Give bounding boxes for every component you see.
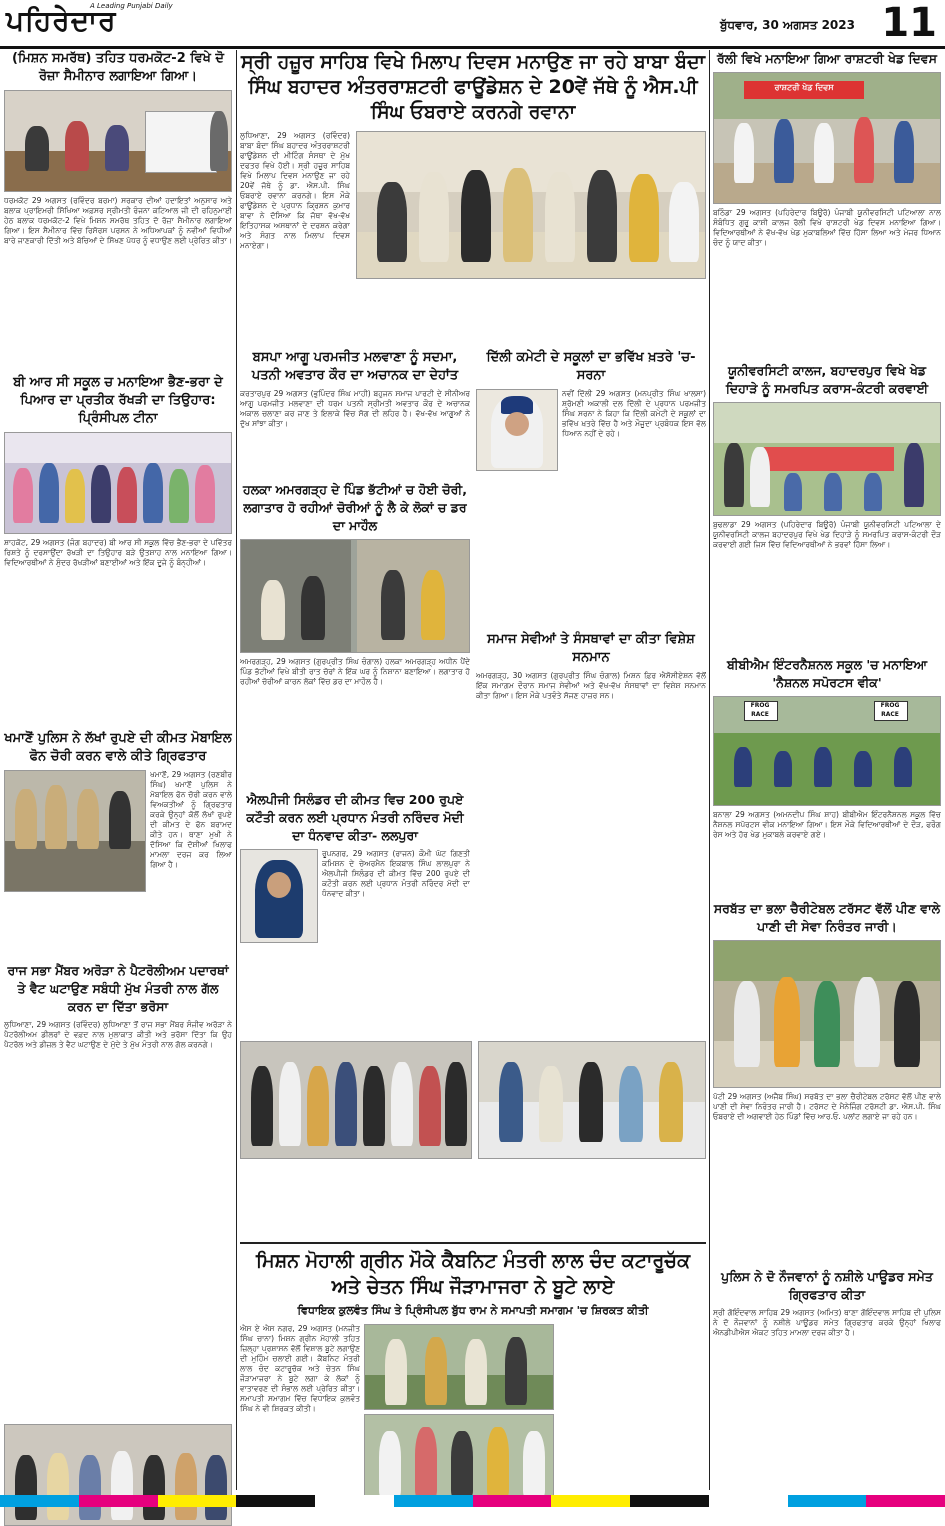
bottom-headline: ਮਿਸ਼ਨ ਮੋਹਾਲੀ ਗ੍ਰੀਨ ਮੌਕੇ ਕੈਬਨਿਟ ਮੰਤਰੀ ਲਾਲ ਚੰਦ ਕਟਾਰੂਚੱਕ ਅਤੇ ਚੇਤਨ ਸਿੰਘ ਜੌੜਾਮਾਜਰਾ ਨੇ ਬੂਟੇ ਲਾਏ [255,1250,691,1298]
article-headline: ਦਿੱਲੀ ਕਮੇਟੀ ਦੇ ਸਕੂਲਾਂ ਦਾ ਭਵਿੱਖ ਖ਼ਤਰੇ 'ਚ- ਸਰਨਾ [486,350,696,383]
issue-date: ਬੁੱਧਵਾਰ, 30 ਅਗਸਤ 2023 [720,18,855,32]
article-headline: ਯੂਨੀਵਰਸਿਟੀ ਕਾਲਜ, ਬਹਾਦਰਪੁਰ ਵਿਖੇ ਖੇਡ ਦਿਹਾੜੇ ਨੂੰ ਸਮਰਪਿਤ ਕਰਾਸ-ਕੰਟਰੀ ਕਰਵਾਈ [725,363,929,396]
lead-headline: ਸ੍ਰੀ ਹਜ਼ੂਰ ਸਾਹਿਬ ਵਿਖੇ ਮਿਲਾਪ ਦਿਵਸ ਮਨਾਉਣ ਜਾ ਰਹੇ ਬਾਬਾ ਬੰਦਾ ਸਿੰਘ ਬਹਾਦਰ ਅੰਤਰਰਾਸ਼ਟਰੀ ਫਾਊਂਡੇਸ਼ਨ ਦੇ 20ਵੇਂ ਜੱਥੇ ਨੂੰ ਐਸ.ਪੀ ਸਿੰਘ ਓਬਰਾਏ ਕਰਨਗੇ ਰਵਾਨਾ [241,51,705,123]
article-headline: ਖਮਾਣੋਂ ਪੁਲਿਸ ਨੇ ਲੱਖਾਂ ਰੁਪਏ ਦੀ ਕੀਮਤ ਮੋਬਾਇਲ ਫੋਨ ਚੋਰੀ ਕਰਨ ਵਾਲੇ ਕੀਤੇ ਗ੍ਰਿਫਤਾਰ [4,731,232,764]
article-body-continued [476,475,706,625]
article-photo [364,1324,554,1410]
article-photo [240,539,470,653]
article-photo [713,940,941,1088]
page-number: 11 [881,0,937,46]
newspaper-logo: ਪਹਿਰੇਦਾਰ [6,4,117,37]
article-headline: ਹਲਕਾ ਅਮਰਗੜ੍ਹ ਦੇ ਪਿੰਡ ਭੱਟੀਆਂ ਚ ਹੋਈ ਚੋਰੀ, ਲਗਾਤਾਰ ਹੋ ਰਹੀਆਂ ਚੋਰੀਆਂ ਨੂੰ ਲੈ ਕੇ ਲੋਕਾਂ ਚ ਡਰ ਦਾ ਮਾਹੌਲ [243,482,467,533]
article-photo [478,1041,706,1159]
lead-article-body: ਲੁਧਿਆਣਾ, 29 ਅਗਸਤ (ਰਵਿੰਦਰ) ਬਾਬਾ ਬੰਦਾ ਸਿੰਘ ਬਹਾਦਰ ਅੰਤਰਰਾਸ਼ਟਰੀ ਫਾਊਂਡੇਸ਼ਨ ਦੀ ਮੀਟਿੰਗ ਸੰਸਥਾ ਦੇ ਮੁੱਖ ਦਫਤਰ ਵਿਖੇ ਹੋਈ। ਸ੍ਰੀ ਹਜ਼ੂਰ ਸਾਹਿਬ ਵਿਖੇ ਮਿਲਾਪ ਦਿਵਸ ਮਨਾਉਣ ਜਾ ਰਹੇ 20ਵੇਂ ਜੱਥੇ ਨੂੰ ਡਾ. ਐਸ.ਪੀ. ਸਿੰਘ ਓਬਰਾਏ ਰਵਾਨਾ ਕਰਨਗੇ। ਇਸ ਮੌਕੇ ਫਾਊਂਡੇਸ਼ਨ ਦੇ ਪ੍ਰਧਾਨ ਕ੍ਰਿਸ਼ਨ ਕੁਮਾਰ ਬਾਵਾ ਨੇ ਦੱਸਿਆ ਕਿ ਜੱਥਾ ਵੱਖ-ਵੱਖ ਇਤਿਹਾਸਕ ਅਸਥਾਨਾਂ ਦੇ ਦਰਸ਼ਨ ਕਰੇਗਾ ਅਤੇ ਸੰਗਤ ਨਾਲ ਮਿਲਾਪ ਦਿਵਸ ਮਨਾਏਗਾ। [240,131,350,250]
column-divider [236,50,237,1490]
newspaper-tagline: A Leading Punjabi Daily [90,2,173,10]
article-photo [4,90,232,192]
article-body: ਅਮਰਗੜ੍ਹ, 29 ਅਗਸਤ (ਗੁਰਪ੍ਰੀਤ ਸਿੰਘ ਚੰਗਾਲ) ਹਲਕਾ ਅਮਰਗੜ੍ਹ ਅਧੀਨ ਪੈਂਦੇ ਪਿੰਡ ਭੱਟੀਆਂ ਵਿਖੇ ਬੀਤੀ ਰਾਤ ਚੋਰਾਂ ਨੇ ਇੱਕ ਘਰ ਨੂੰ ਨਿਸ਼ਾਨਾ ਬਣਾਇਆ। ਲਗਾਤਾਰ ਹੋ ਰਹੀਆਂ ਚੋਰੀਆਂ ਕਾਰਨ ਲੋਕਾਂ ਵਿੱਚ ਡਰ ਦਾ ਮਾਹੌਲ ਹੈ। [240,657,470,686]
frog-race-sign: FROG RACE [750,702,770,718]
bottom-subheadline: ਵਿਧਾਇਕ ਕੁਲਵੰਤ ਸਿੰਘ ਤੇ ਪ੍ਰਿੰਸੀਪਲ ਬੁੱਧ ਰਾਮ ਨੇ ਸਮਾਪਤੀ ਸਮਾਗਮ 'ਚ ਸ਼ਿਰਕਤ ਕੀਤੀ [297,1304,649,1317]
article-headline: ਰਾਜ ਸਭਾ ਮੈਂਬਰ ਅਰੋੜਾ ਨੇ ਪੈਟਰੋਲੀਅਮ ਪਦਾਰਥਾਂ ਤੇ ਵੈਟ ਘਟਾਉਣ ਸਬੰਧੀ ਮੁੱਖ ਮੰਤਰੀ ਨਾਲ ਗੱਲ ਕਰਨ ਦਾ ਦਿੱਤਾ ਭਰੋਸਾ [7,963,229,1014]
article-body: ਬਠਿੰਡਾ 29 ਅਗਸਤ (ਪਹਿਰੇਦਾਰ ਬਿਊਰੋ) ਪੰਜਾਬੀ ਯੂਨੀਵਰਸਿਟੀ ਪਟਿਆਲਾ ਨਾਲ ਸੰਬੰਧਿਤ ਗੁਰੂ ਕਾਸ਼ੀ ਕਾਲਜ ਰੱਲੀ ਵਿਖੇ ਰਾਸ਼ਟਰੀ ਖੇਡ ਦਿਵਸ ਮਨਾਇਆ ਗਿਆ। ਵਿਦਿਆਰਥੀਆਂ ਨੇ ਵੱਖ-ਵੱਖ ਖੇਡ ਮੁਕਾਬਲਿਆਂ ਵਿੱਚ ਹਿੱਸਾ ਲਿਆ ਅਤੇ ਮੇਜਰ ਧਿਆਨ ਚੰਦ ਨੂੰ ਯਾਦ ਕੀਤਾ। [713,208,941,247]
center-column [240,50,706,1159]
article-body: ਧਰਮਕੋਟ 29 ਅਗਸਤ (ਰਵਿੰਦਰ ਬਰਮਾ) ਸਰਕਾਰ ਦੀਆਂ ਹਦਾਇਤਾਂ ਅਨੁਸਾਰ ਅਤੇ ਬਲਾਕ ਪ੍ਰਾਇਮਰੀ ਸਿੱਖਿਆ ਅਫ਼ਸਰ ਸ੍ਰੀਮਤੀ ਰੰਜਨਾ ਕਟਿਆਲ ਜੀ ਦੀ ਰਹਿਨੁਮਾਈ ਹੇਠ ਬਲਾਕ ਧਰਮਕੋਟ-2 ਵਿਖੇ ਮਿਸ਼ਨ ਸਮਰੱਥ ਤਹਿਤ ਦੋ ਰੋਜ਼ਾ ਸੈਮੀਨਾਰ ਲਗਾਇਆ ਗਿਆ। ਇਸ ਸੈਮੀਨਾਰ ਵਿੱਚ ਰਿਸੋਰਸ ਪਰਸਨ ਨੇ ਅਧਿਆਪਕਾਂ ਨੂੰ ਨਵੀਆਂ ਵਿਧੀਆਂ ਬਾਰੇ ਜਾਣਕਾਰੀ ਦਿੱਤੀ ਅਤੇ ਬੱਚਿਆਂ ਦੇ ਸਿੱਖਣ ਪੱਧਰ ਨੂੰ ਵਧਾਉਣ ਲਈ ਪ੍ਰੇਰਿਤ ਕੀਤਾ। [4,196,232,245]
article-photo [240,1041,472,1159]
article-headline: ਸਰਬੱਤ ਦਾ ਭਲਾ ਚੈਰੀਟੇਬਲ ਟਰੱਸਟ ਵੱਲੋਂ ਪੀਣ ਵਾਲੇ ਪਾਣੀ ਦੀ ਸੇਵਾ ਨਿਰੰਤਰ ਜਾਰੀ। [713,901,941,934]
article-body-continued [4,896,232,956]
article-body: ਪੱਟੀ 29 ਅਗਸਤ (ਅਜੈਬ ਸਿੰਘ) ਸਰਬੱਤ ਦਾ ਭਲਾ ਚੈਰੀਟੇਬਲ ਟਰੱਸਟ ਵੱਲੋਂ ਪੀਣ ਵਾਲੇ ਪਾਣੀ ਦੀ ਸੇਵਾ ਨਿਰੰਤਰ ਜਾਰੀ ਹੈ। ਟਰੱਸਟ ਦੇ ਮੈਨੇਜਿੰਗ ਟਰੱਸਟੀ ਡਾ. ਐਸ.ਪੀ. ਸਿੰਘ ਓਬਰਾਏ ਦੀ ਅਗਵਾਈ ਹੇਠ ਪਿੰਡਾਂ ਵਿੱਚ ਆਰ.ਓ. ਪਲਾਂਟ ਲਗਾਏ ਜਾ ਰਹੇ ਹਨ। [713,1092,941,1121]
article-body: ਲੁਧਿਆਣਾ, 29 ਅਗਸਤ (ਰਵਿੰਦਰ) ਲੁਧਿਆਣਾ ਤੋਂ ਰਾਜ ਸਭਾ ਮੈਂਬਰ ਸੰਜੀਵ ਅਰੋੜਾ ਨੇ ਪੈਟਰੋਲੀਅਮ ਡੀਲਰਾਂ ਦੇ ਵਫ਼ਦ ਨਾਲ ਮੁਲਾਕਾਤ ਕੀਤੀ ਅਤੇ ਭਰੋਸਾ ਦਿੱਤਾ ਕਿ ਉਹ ਪੈਟਰੋਲ ਅਤੇ ਡੀਜ਼ਲ ਤੇ ਵੈਟ ਘਟਾਉਣ ਦੇ ਮੁੱਦੇ ਤੇ ਮੁੱਖ ਮੰਤਰੀ ਨਾਲ ਗੱਲ ਕਰਨਗੇ। [4,1020,232,1049]
portrait-photo [476,389,558,471]
article-body-continued [558,1324,704,1496]
portrait-photo [240,849,318,943]
article-body: ਖਮਾਣੋਂ, 29 ਅਗਸਤ (ਰਣਬੀਰ ਸਿੰਘ) ਖਮਾਣੋਂ ਪੁਲਿਸ ਨੇ ਮੋਬਾਇਲ ਫੋਨ ਚੋਰੀ ਕਰਨ ਵਾਲੇ ਵਿਅਕਤੀਆਂ ਨੂੰ ਗ੍ਰਿਫਤਾਰ ਕਰਕੇ ਉਨ੍ਹਾਂ ਕੋਲੋਂ ਲੱਖਾਂ ਰੁਪਏ ਦੀ ਕੀਮਤ ਦੇ ਫੋਨ ਬਰਾਮਦ ਕੀਤੇ ਹਨ। ਥਾਣਾ ਮੁਖੀ ਨੇ ਦੱਸਿਆ ਕਿ ਦੋਸ਼ੀਆਂ ਖਿਲਾਫ ਮਾਮਲਾ ਦਰਜ ਕਰ ਲਿਆ ਗਿਆ ਹੈ। [150,770,232,869]
article-photo [364,1414,554,1500]
article-body: ਕਰਤਾਰਪੁਰ 29 ਅਗਸਤ (ਭੁਪਿੰਦਰ ਸਿੰਘ ਮਾਹੀ) ਬਹੁਜਨ ਸਮਾਜ ਪਾਰਟੀ ਦੇ ਸੀਨੀਅਰ ਆਗੂ ਪਰਮਜੀਤ ਮਲਵਾਣਾ ਦੀ ਧਰਮ ਪਤਨੀ ਸ੍ਰੀਮਤੀ ਅਵਤਾਰ ਕੌਰ ਦੇ ਅਚਾਨਕ ਅਕਾਲ ਚਲਾਣਾ ਕਰ ਜਾਣ ਤੇ ਇਲਾਕੇ ਵਿੱਚ ਸੋਗ ਦੀ ਲਹਿਰ ਹੈ। ਵੱਖ-ਵੱਖ ਆਗੂਆਂ ਨੇ ਦੁੱਖ ਸਾਂਝਾ ਕੀਤਾ। [240,389,470,428]
article-headline: ਬਸਪਾ ਆਗੂ ਪਰਮਜੀਤ ਮਲਵਾਣਾ ਨੂੰ ਸਦਮਾ, ਪਤਨੀ ਅਵਤਾਰ ਕੌਰ ਦਾ ਅਚਾਨਕ ਦਾ ਦੇਹਾਂਤ [251,350,459,383]
bottom-story [240,1248,706,1500]
center-left-subcolumn [240,349,470,1037]
article-photo [4,770,146,892]
article-headline: ਐਲਪੀਜੀ ਸਿਲੰਡਰ ਦੀ ਕੀਮਤ ਵਿਚ 200 ਰੁਪਏ ਕਟੌਤੀ ਕਰਨ ਲਈ ਪ੍ਰਧਾਨ ਮੰਤਰੀ ਨਰਿੰਦਰ ਮੋਦੀ ਦਾ ਧੰਨਵਾਦ ਕੀਤਾ- ਲਲਪੁਰਾ [246,792,464,843]
article-headline: ਰੱਲੀ ਵਿਖੇ ਮਨਾਇਆ ਗਿਆ ਰਾਸ਼ਟਰੀ ਖੇਡ ਦਿਵਸ [717,51,937,66]
lead-photo [356,131,706,279]
right-column [713,50,941,1418]
masthead [0,0,945,49]
article-body: ਰੂਪਨਗਰ, 29 ਅਗਸਤ (ਰਾਜਨ) ਕੌਮੀ ਘੱਟ ਗਿਣਤੀ ਕਮਿਸ਼ਨ ਦੇ ਚੇਅਰਮੈਨ ਇਕਬਾਲ ਸਿੰਘ ਲਾਲਪੁਰਾ ਨੇ ਐਲਪੀਜੀ ਸਿਲੰਡਰ ਦੀ ਕੀਮਤ ਵਿੱਚ 200 ਰੁਪਏ ਦੀ ਕਟੌਤੀ ਕਰਨ ਲਈ ਪ੍ਰਧਾਨ ਮੰਤਰੀ ਨਰਿੰਦਰ ਮੋਦੀ ਦਾ ਧੰਨਵਾਦ ਕੀਤਾ। [322,849,470,898]
article-headline: ਪੁਲਿਸ ਨੇ ਦੋ ਨੌਜਵਾਨਾਂ ਨੂੰ ਨਸ਼ੀਲੇ ਪਾਊਡਰ ਸਮੇਤ ਗ੍ਰਿਫਤਾਰ ਕੀਤਾ [721,1269,933,1302]
section-divider [240,1242,706,1244]
article-body: ਐਸ ਏ ਐਸ ਨਗਰ, 29 ਅਗਸਤ (ਮਨਜੀਤ ਸਿੰਘ ਚਾਨਾ) ਮਿਸ਼ਨ ਗ੍ਰੀਨ ਮੋਹਾਲੀ ਤਹਿਤ ਜ਼ਿਲ੍ਹਾ ਪ੍ਰਸ਼ਾਸਨ ਵੱਲੋਂ ਵਿਸ਼ਾਲ ਬੂਟੇ ਲਗਾਉਣ ਦੀ ਮੁਹਿੰਮ ਚਲਾਈ ਗਈ। ਕੈਬਨਿਟ ਮੰਤਰੀ ਲਾਲ ਚੰਦ ਕਟਾਰੂਚੱਕ ਅਤੇ ਚੇਤਨ ਸਿੰਘ ਜੌੜਾਮਾਜਰਾ ਨੇ ਬੂਟੇ ਲਗਾ ਕੇ ਲੋਕਾਂ ਨੂੰ ਵਾਤਾਵਰਣ ਦੀ ਸੰਭਾਲ ਲਈ ਪ੍ਰੇਰਿਤ ਕੀਤਾ। ਸਮਾਪਤੀ ਸਮਾਗਮ ਵਿੱਚ ਵਿਧਾਇਕ ਕੁਲਵੰਤ ਸਿੰਘ ਨੇ ਵੀ ਸ਼ਿਰਕਤ ਕੀਤੀ। [240,1324,360,1413]
left-column [4,50,232,1526]
banner-sign: ਰਾਸ਼ਟਰੀ ਖੇਡ ਦਿਵਸ [774,83,834,92]
article-body: ਸ਼ਾਹਕੋਟ, 29 ਅਗਸਤ (ਜੰਗ ਬਹਾਦਰ) ਬੀ ਆਰ ਸੀ ਸਕੂਲ ਵਿੱਚ ਭੈਣ-ਭਰਾ ਦੇ ਪਵਿੱਤਰ ਰਿਸ਼ਤੇ ਨੂੰ ਦਰਸਾਉਂਦਾ ਰੱਖੜੀ ਦਾ ਤਿਉਹਾਰ ਬੜੇ ਉਤਸ਼ਾਹ ਨਾਲ ਮਨਾਇਆ ਗਿਆ। ਵਿਦਿਆਰਥੀਆਂ ਨੇ ਸੁੰਦਰ ਰੱਖੜੀਆਂ ਬਣਾਈਆਂ ਅਤੇ ਇੱਕ ਦੂਜੇ ਨੂੰ ਬੰਨ੍ਹੀਆਂ। [4,538,232,567]
article-headline: (ਮਿਸ਼ਨ ਸਮਰੱਥ) ਤਹਿਤ ਧਰਮਕੋਟ-2 ਵਿਖੇ ਦੋ ਰੋਜ਼ਾ ਸੈਮੀਨਾਰ ਲਗਾਇਆ ਗਿਆ। [12,51,224,84]
article-body: ਅਮਰਗੜ੍ਹ, 30 ਅਗਸਤ (ਗੁਰਪ੍ਰੀਤ ਸਿੰਘ ਚੰਗਾਲ) ਮਿਸ਼ਨ ਫ਼ਿਰ ਐਸੋਸੀਏਸ਼ਨ ਵੱਲੋਂ ਇੱਕ ਸਮਾਗਮ ਦੌਰਾਨ ਸਮਾਜ ਸੇਵੀਆਂ ਅਤੇ ਵੱਖ-ਵੱਖ ਸੰਸਥਾਵਾਂ ਦਾ ਵਿਸ਼ੇਸ਼ ਸਨਮਾਨ ਕੀਤਾ ਗਿਆ। ਇਸ ਮੌਕੇ ਪਤਵੰਤੇ ਸੱਜਣ ਹਾਜ਼ਰ ਸਨ। [476,671,706,700]
frog-race-sign: FROG RACE [880,702,900,718]
article-body: ਨਵੀਂ ਦਿੱਲੀ 29 ਅਗਸਤ (ਮਨਪ੍ਰੀਤ ਸਿੰਘ ਖਾਲਸਾ) ਸ਼੍ਰੋਮਣੀ ਅਕਾਲੀ ਦਲ ਦਿੱਲੀ ਦੇ ਪ੍ਰਧਾਨ ਪਰਮਜੀਤ ਸਿੰਘ ਸਰਨਾ ਨੇ ਕਿਹਾ ਕਿ ਦਿੱਲੀ ਕਮੇਟੀ ਦੇ ਸਕੂਲਾਂ ਦਾ ਭਵਿੱਖ ਖ਼ਤਰੇ ਵਿੱਚ ਹੈ ਅਤੇ ਮੌਜੂਦਾ ਪ੍ਰਬੰਧਕ ਇਸ ਵੱਲ ਧਿਆਨ ਨਹੀਂ ਦੇ ਰਹੇ। [562,389,706,438]
article-photo [4,1424,232,1526]
article-body-continued [240,947,470,1037]
article-headline: ਬੀ ਆਰ ਸੀ ਸਕੂਲ ਚ ਮਨਾਇਆ ਭੈਣ-ਭਰਾ ਦੇ ਪਿਆਰ ਦਾ ਪ੍ਰਤੀਕ ਰੱਖੜੀ ਦਾ ਤਿਉਹਾਰ: ਪ੍ਰਿੰਸੀਪਲ ਟੀਨਾ [13,375,223,426]
article-headline: ਸਮਾਜ ਸੇਵੀਆਂ ਤੇ ਸੰਸਥਾਵਾਂ ਦਾ ਕੀਤਾ ਵਿਸ਼ੇਸ਼ ਸਨਮਾਨ [487,632,695,665]
article-photo [713,72,941,204]
print-color-bar [0,1495,945,1507]
article-photo [713,402,941,516]
article-body: ਬਨਾਲਾ 29 ਅਗਸਤ (ਅਮਨਦੀਪ ਸਿੰਘ ਸ਼ਾਹ) ਬੀਬੀਐਮ ਇੰਟਰਨੈਸ਼ਨਲ ਸਕੂਲ ਵਿੱਚ ਨੈਸ਼ਨਲ ਸਪੋਰਟਸ ਵੀਕ ਮਨਾਇਆ ਗਿਆ। ਇਸ ਮੌਕੇ ਵਿਦਿਆਰਥੀਆਂ ਦੇ ਦੌੜ, ਫਰੌਗ ਰੇਸ ਅਤੇ ਹੋਰ ਖੇਡ ਮੁਕਾਬਲੇ ਕਰਵਾਏ ਗਏ। [713,810,941,839]
lead-article-continued [240,283,706,343]
article-headline: ਬੀਬੀਐਮ ਇੰਟਰਨੈਸ਼ਨਲ ਸਕੂਲ 'ਚ ਮਨਾਇਆ 'ਨੈਸ਼ਨਲ ਸਪੋਰਟਸ ਵੀਕ' [726,657,928,690]
column-divider [709,50,710,1490]
article-photo [713,696,941,806]
article-body: ਸ੍ਰੀ ਗੋਇੰਦਵਾਲ ਸਾਹਿਬ 29 ਅਗਸਤ (ਅਮਿਤ) ਥਾਣਾ ਗੋਇੰਦਵਾਲ ਸਾਹਿਬ ਦੀ ਪੁਲਿਸ ਨੇ ਦੋ ਨੌਜਵਾਨਾਂ ਨੂੰ ਨਸ਼ੀਲੇ ਪਾਊਡਰ ਸਮੇਤ ਗ੍ਰਿਫਤਾਰ ਕਰਕੇ ਉਨ੍ਹਾਂ ਖਿਲਾਫ ਐਨਡੀਪੀਐਸ ਐਕਟ ਤਹਿਤ ਮਾਮਲਾ ਦਰਜ ਕੀਤਾ ਹੈ। [713,1308,941,1337]
center-right-subcolumn [476,349,706,1037]
article-body: ਬੁਢਲਾਡਾ 29 ਅਗਸਤ (ਪਹਿਰੇਦਾਰ ਬਿਊਰੋ) ਪੰਜਾਬੀ ਯੂਨੀਵਰਸਿਟੀ ਪਟਿਆਲਾ ਦੇ ਯੂਨੀਵਰਸਿਟੀ ਕਾਲਜ ਬਹਾਦਰਪੁਰ ਵਿਖੇ ਖੇਡ ਦਿਹਾੜੇ ਨੂੰ ਸਮਰਪਿਤ ਕਰਾਸ-ਕੰਟਰੀ ਦੌੜ ਕਰਵਾਈ ਗਈ ਜਿਸ ਵਿੱਚ ਵਿਦਿਆਰਥੀਆਂ ਨੇ ਭਰਵਾਂ ਹਿੱਸਾ ਲਿਆ। [713,520,941,549]
article-photo [4,432,232,534]
